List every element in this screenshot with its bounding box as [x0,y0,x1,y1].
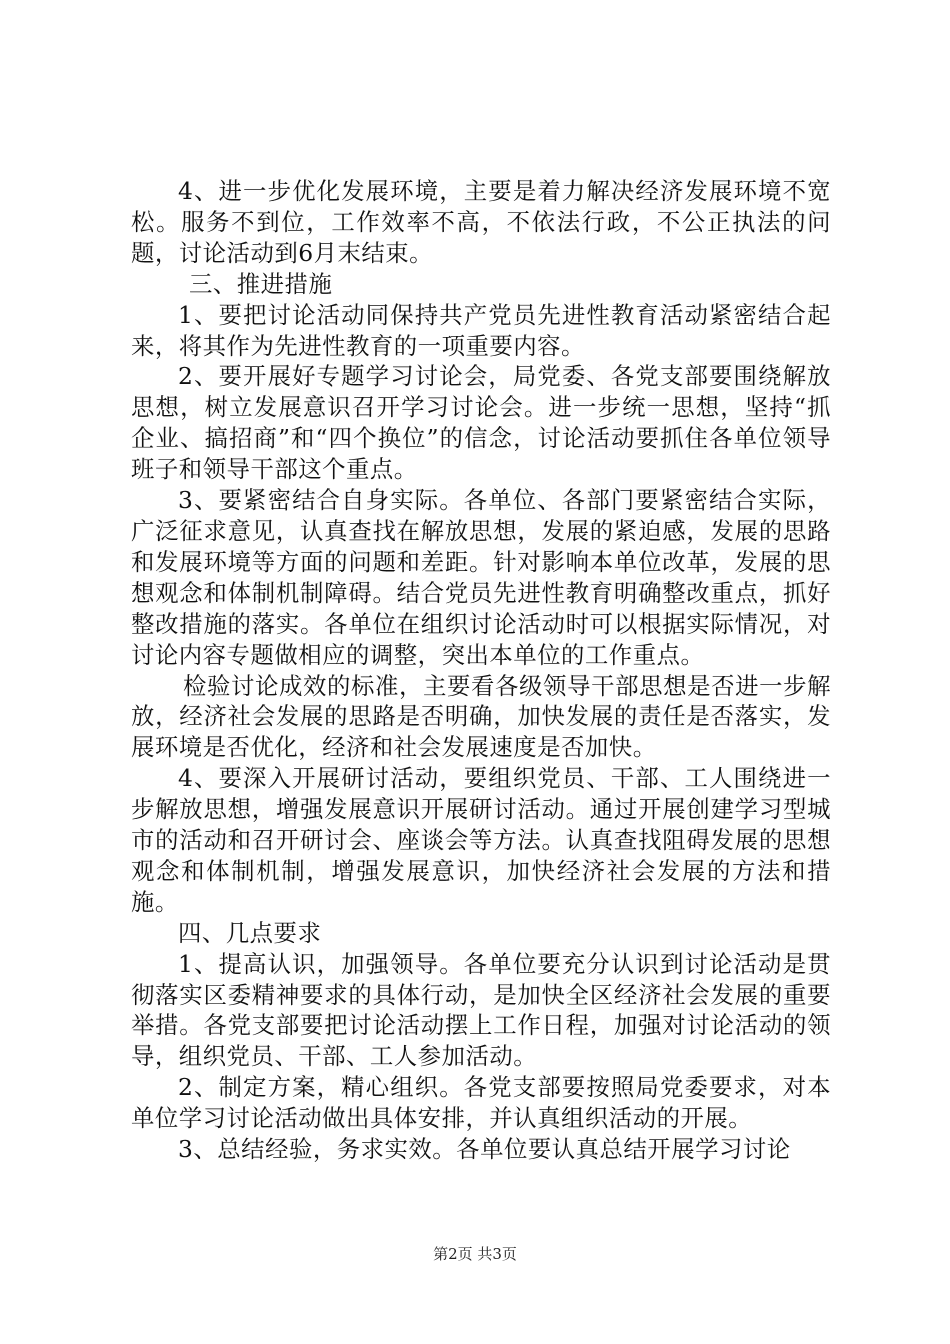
paragraph-measure-4: 4、要深入开展研讨活动，要组织党员、干部、工人围绕进一步解放思想，增强发展意识开展研讨活动。通过开展创建学习型城市的活动和召开研讨会、座谈会等方法。认真查找阻碍发展的思想观念和体制机制，增强发展意识，加快经济社会发展的方法和措施。 [131,764,831,916]
paragraph-evaluation-standard: 检验讨论成效的标准，主要看各级领导干部思想是否进一步解放，经济社会发展的思路是否明确，加快发展的责任是否落实，发展环境是否优化，经济和社会发展速度是否加快。 [131,671,831,762]
page-number-label: 第2页 共3页 [433,1245,517,1263]
paragraph-requirement-3: 3、总结经验，务求实效。各单位要认真总结开展学习讨论 [178,1135,791,1164]
paragraph-optimize-environment: 4、进一步优化发展环境，主要是着力解决经济发展环境不宽松。服务不到位，工作效率不高，不依法行政，不公正执法的问题，讨论活动到6月末结束。 [131,177,831,267]
document-body [131,176,831,1165]
paragraph-requirement-2: 2、制定方案，精心组织。各党支部要按照局党委要求，对本单位学习讨论活动做出具体安排，并认真组织活动的开展。 [131,1073,831,1133]
page-footer [0,1244,950,1264]
paragraph-measure-1: 1、要把讨论活动同保持共产党员先进性教育活动紧密结合起来，将其作为先进性教育的一项重要内容。 [131,300,831,360]
paragraph-measure-2: 2、要开展好专题学习讨论会，局党委、各党支部要围绕解放思想，树立发展意识召开学习讨论会。进一步统一思想，坚持“抓企业、搞招商”和“四个换位”的信念，讨论活动要抓住各单位领导班子和领导干部这个重点。 [131,362,831,484]
paragraph-measure-3: 3、要紧密结合自身实际。各单位、各部门要紧密结合实际，广泛征求意见，认真查找在解放思想，发展的紧迫感，发展的思路和发展环境等方面的问题和差距。针对影响本单位改革，发展的思想观念和体制机制障碍。结合党员先进性教育明确整改重点，抓好整改措施的落实。各单位在组织讨论活动时可以根据实际情况，对讨论内容专题做相应的调整，突出本单位的工作重点。 [131,486,831,669]
paragraph-requirement-1: 1、提高认识，加强领导。各单位要充分认识到讨论活动是贯彻落实区委精神要求的具体行动，是加快全区经济社会发展的重要举措。各党支部要把讨论活动摆上工作日程，加强对讨论活动的领导，组织党员、干部、工人参加活动。 [131,949,831,1071]
section-heading-measures: 三、推进措施 [189,269,333,298]
section-heading-requirements: 四、几点要求 [178,918,322,947]
